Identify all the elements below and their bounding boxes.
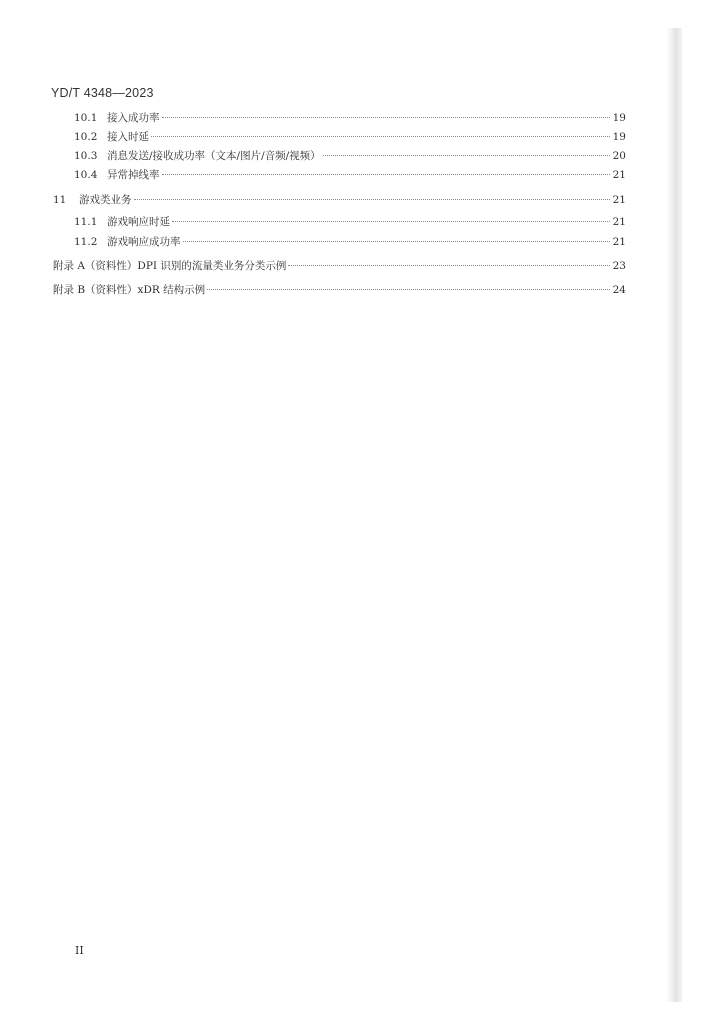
toc-leader-dots [172,220,610,222]
toc-entry-10-1[interactable] [74,111,626,125]
toc-leader-dots [323,154,610,156]
toc-entry-number: 10.3 [74,150,98,162]
toc-entry-10-3[interactable] [74,149,626,163]
toc-entry-title: 游戏响应成功率 [107,236,181,248]
toc-entry-title: 接入时延 [107,131,149,143]
toc-entry-title: 附录 A（资料性）DPI 识别的流量类业务分类示例 [53,260,287,272]
toc-entry-title: 接入成功率 [107,112,160,124]
toc-entry-appendix-a[interactable] [53,259,626,273]
toc-entry-page: 19 [612,112,626,124]
toc-leader-dots [183,240,610,242]
toc-leader-dots [207,288,609,290]
toc-entry-page: 19 [612,131,626,143]
toc-entry-title: 游戏响应时延 [107,216,170,228]
toc-entry-number: 11 [53,194,67,206]
toc-entry-page: 21 [612,169,626,181]
toc-entry-11-2[interactable] [74,235,626,249]
toc-entry-page: 21 [612,236,626,248]
toc-leader-dots [162,173,610,175]
toc-leader-dots [162,116,610,118]
toc-entry-appendix-b[interactable] [53,283,626,297]
toc-leader-dots [134,198,610,200]
toc-entry-10-2[interactable] [74,130,626,144]
toc-entry-11[interactable] [53,193,626,207]
toc-entry-page: 20 [612,150,626,162]
toc-entry-page: 23 [612,260,626,272]
toc-entry-number: 11.1 [74,216,98,228]
toc-entry-number: 10.1 [74,112,98,124]
page-edge-shadow [666,28,682,1002]
document-code: YD/T 4348—2023 [51,86,154,100]
toc-entry-number: 10.2 [74,131,98,143]
toc-entry-11-1[interactable] [74,215,626,229]
toc-entry-page: 24 [612,284,626,296]
toc-entry-10-4[interactable] [74,168,626,182]
toc-entry-title: 附录 B（资料性）xDR 结构示例 [53,284,206,296]
toc-leader-dots [151,135,610,137]
toc-entry-title: 游戏类业务 [79,194,132,206]
toc-entry-number: 11.2 [74,236,98,248]
toc-entry-title: 消息发送/接收成功率（文本/图片/音频/视频） [107,150,321,162]
page-number: II [75,944,84,957]
toc-leader-dots [288,264,609,266]
toc-entry-page: 21 [612,194,626,206]
toc-entry-page: 21 [612,216,626,228]
toc-entry-number: 10.4 [74,169,98,181]
toc-entry-title: 异常掉线率 [107,169,160,181]
